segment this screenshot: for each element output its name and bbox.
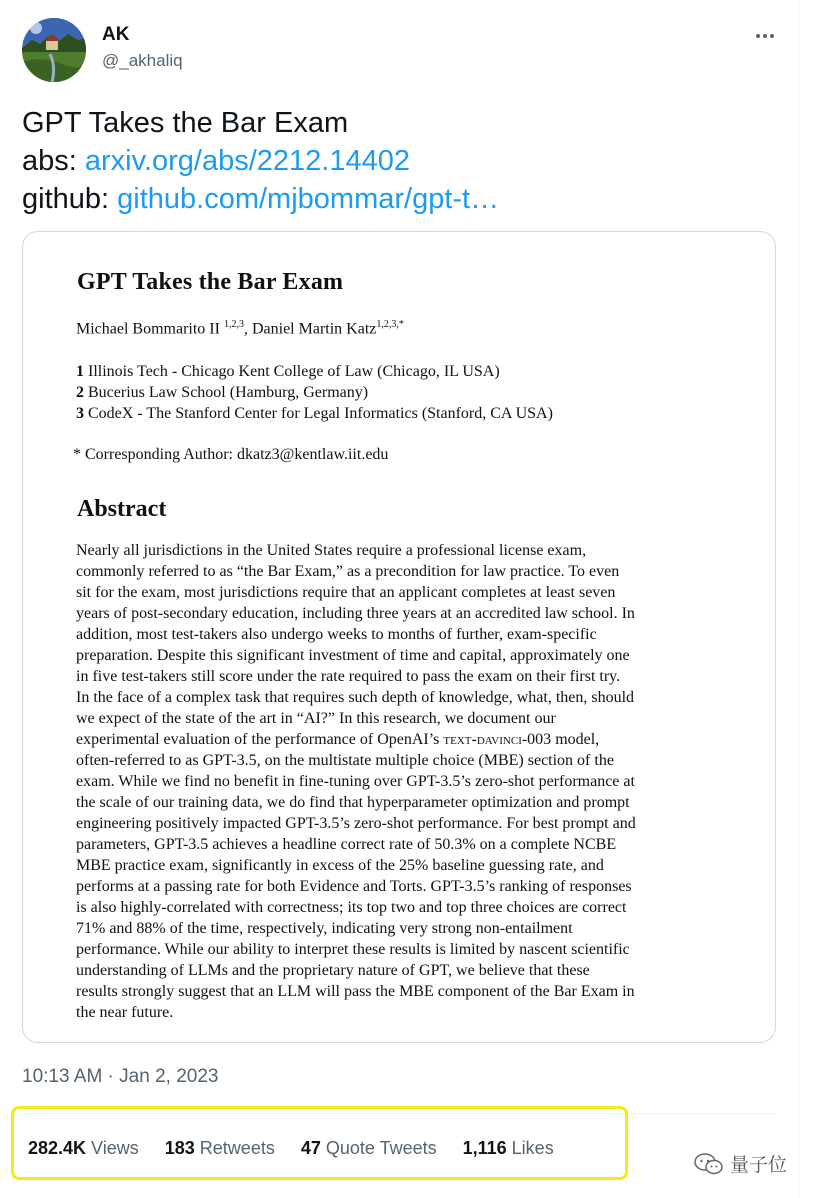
affiliation-item: 1 Illinois Tech - Chicago Kent College of Law (Chicago, IL USA) [76, 363, 500, 380]
avatar-image-icon [22, 18, 86, 82]
abstract-line: the scale of our training data, we do find that hyperparameter optimization and prompt [76, 794, 630, 811]
abstract-line: addition, most test-takers also undergo weeks to months of further, exam-specific [76, 626, 597, 643]
corresponding-author: * Corresponding Author: dkatz3@kentlaw.iit.edu [73, 446, 389, 463]
tweet-text [22, 104, 782, 218]
watermark [694, 1150, 787, 1177]
abstract-line: engineering positively impacted GPT-3.5’s zero-shot performance. For best prompt and [76, 815, 636, 832]
github-label: github: [22, 183, 118, 215]
more-options-icon[interactable] [752, 26, 778, 46]
abstract-line: in five test-takers still score under the rate required to pass the exam on their first try. [76, 668, 621, 685]
github-link[interactable]: github.com/mjbommar/gpt-t… [117, 183, 500, 215]
avatar[interactable] [22, 18, 86, 82]
abstract-line: preparation. Despite this significant investment of time and capital, approximately one [76, 647, 630, 664]
model-name: text-davinci-003 [443, 731, 552, 748]
abstract-line: MBE practice exam, significantly in excess of the 25% baseline guessing rate, and [76, 857, 604, 874]
author-handle[interactable]: @_akhaliq [102, 51, 183, 70]
abstract-line: exam. While we find no benefit in fine-tuning over GPT-3.5’s zero-shot performance at [76, 773, 635, 790]
highlight-box [11, 1106, 628, 1180]
abstract-line: In the face of a complex task that requires such depth of knowledge, what, then, should [76, 689, 635, 706]
likes-stat[interactable]: 1,116 Likes [462, 1138, 554, 1158]
abstract-line: performance. While our ability to interpret these results is limited by nascent scientific [76, 941, 630, 958]
abstract-line: understanding of LLMs and the proprietary nature of GPT, we believe that these [76, 962, 590, 979]
retweets-stat[interactable]: 183 Retweets [164, 1138, 275, 1158]
abstract-line: Nearly all jurisdictions in the United States require a professional license exam, [76, 542, 587, 559]
paper-authors: Michael Bommarito II $^{1,2,3}$, Daniel Martin Katz$^{1,2,3,*}$ [76, 319, 404, 338]
abstract-line: we expect of the state of the art in “AI?” In this research, we document our [76, 710, 556, 727]
abstract-heading: Abstract [77, 496, 167, 522]
abs-link[interactable]: arxiv.org/abs/2212.14402 [84, 145, 411, 177]
abs-label: abs: [22, 145, 85, 177]
affiliation-item: 3 CodeX - The Stanford Center for Legal Informatics (Stanford, CA USA) [76, 405, 553, 422]
abstract-body [76, 540, 744, 1023]
abstract-line: experimental evaluation of the performance of OpenAI’s text-davinci-003 model, [76, 731, 600, 748]
abstract-line: 71% and 88% of the time, respectively, indicating very strong non-entailment [76, 920, 573, 937]
abstract-line: often-referred to as GPT-3.5, on the multistate multiple choice (MBE) section of the [76, 752, 614, 769]
abstract-line: the near future. [76, 1004, 174, 1021]
watermark-text: 量子位 [730, 1154, 788, 1176]
abstract-line: years of post-secondary education, including three years at an accredited law school. In [76, 605, 635, 622]
author-display-name[interactable]: AK [102, 24, 130, 45]
quote-tweets-stat[interactable]: 47 Quote Tweets [300, 1138, 437, 1158]
tweet-timestamp[interactable]: 10:13 AM · Jan 2, 2023 [22, 1066, 219, 1087]
views-stat[interactable]: 282.4K Views [28, 1138, 139, 1158]
abstract-line: parameters, GPT-3.5 achieves a headline correct rate of 50.3% on a complete NCBE [76, 836, 617, 853]
abstract-line: results strongly suggest that an LLM will pass the MBE component of the Bar Exam in [76, 983, 635, 1000]
wechat-icon [694, 1153, 724, 1175]
abstract-line: sit for the exam, most jurisdictions require that an applicant completes at least seven [76, 584, 616, 601]
paper-image[interactable] [22, 231, 776, 1043]
paper-affiliations [76, 361, 553, 424]
tweet-title: GPT Takes the Bar Exam [22, 107, 349, 139]
column-border [798, 0, 799, 1198]
paper-title: GPT Takes the Bar Exam [77, 269, 344, 295]
abstract-line: commonly referred to as “the Bar Exam,” as a precondition for law practice. To even [76, 563, 620, 580]
abstract-line: is also highly-correlated with correctness; its top two and top three choices are correct [76, 899, 627, 916]
affiliation-item: 2 Bucerius Law School (Hamburg, Germany) [76, 384, 369, 401]
abstract-line: performs at a passing rate for both Evidence and Torts. GPT-3.5’s ranking of responses [76, 878, 632, 895]
